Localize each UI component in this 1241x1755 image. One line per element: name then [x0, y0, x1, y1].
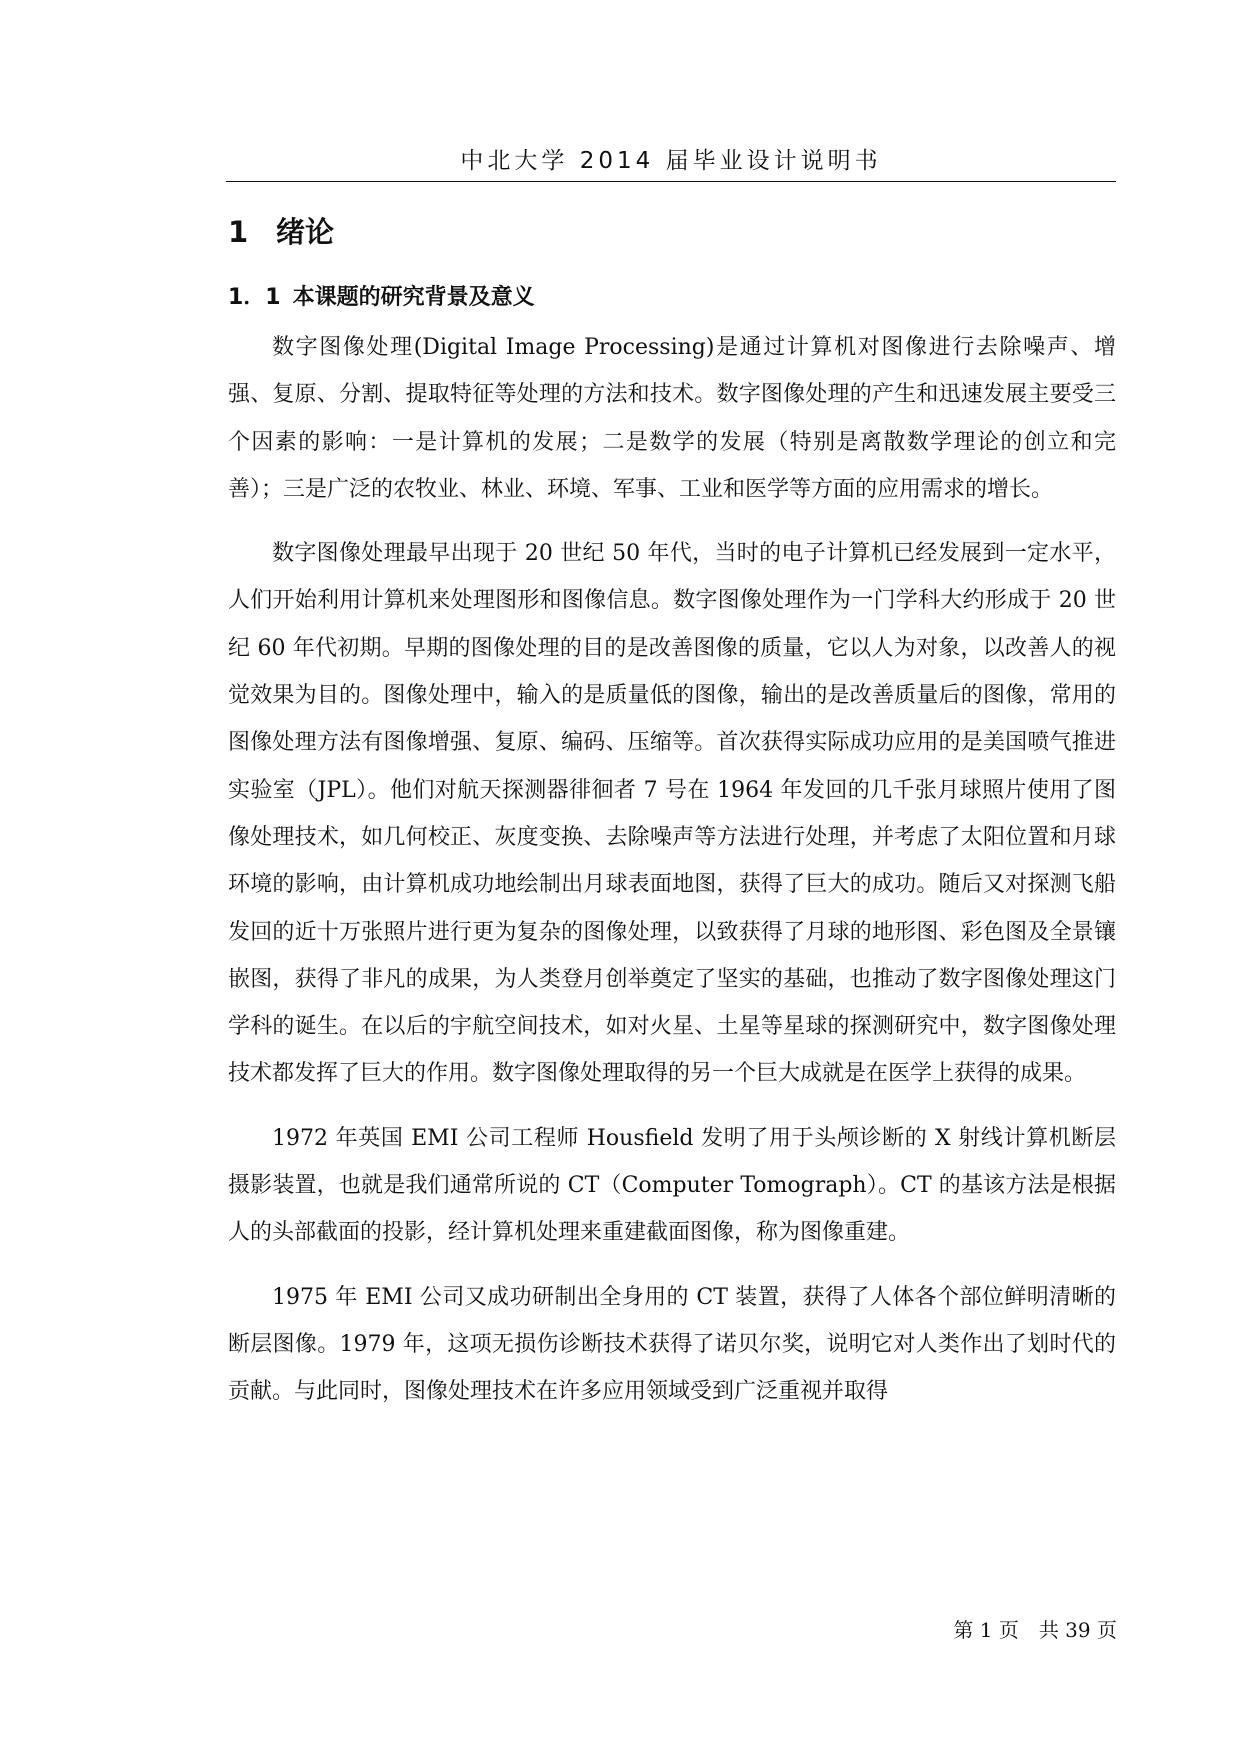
section-heading: [228, 282, 535, 314]
paragraph-4: 1975 年 EMI 公司又成功研制出全身用的 CT 装置，获得了人体各个部位鲜明清晰的断层图像。1979 年，这项无损伤诊断技术获得了诺贝尔奖，说明它对人类作出了划时代的贡献。与此同时，图像处理技术在许多应用领域受到广泛重视并取得: [228, 1284, 1116, 1405]
chapter-heading: [228, 212, 334, 252]
page-header-title: 中北大学 2014 届毕业设计说明书: [460, 148, 882, 174]
body-text: [228, 324, 1116, 1433]
chapter-number: 1: [228, 215, 249, 249]
paragraph-2: 数字图像处理最早出现于 20 世纪 50 年代，当时的电子计算机已经发展到一定水平，人们开始利用计算机来处理图形和图像信息。数字图像处理作为一门学科大约形成于 20 世纪 60 年代初期。早期的图像处理的目的是改善图像的质量，它以人为对象，以改善人的视觉效果为目的。图像处理中，输入的是质量低的图像，输出的是改善质量后的图像，常用的图像处理方法有图像增强、复原、编码、压缩等。首次获得实际成功应用的是美国喷气推进实验室（JPL）。他们对航天探测器徘徊者 7 号在 1964 年发回的几千张月球照片使用了图像处理技术，如几何校正、灰度变换、去除噪声等方法进行处理，并考虑了太阳位置和月球环境的影响，由计算机成功地绘制出月球表面地图，获得了巨大的成功。随后又对探测飞船发回的近十万张照片进行更为复杂的图像处理，以致获得了月球的地形图、彩色图及全景镶嵌图，获得了非凡的成果，为人类登月创举奠定了坚实的基础，也推动了数字图像处理这门学科的诞生。在以后的宇航空间技术，如对火星、土星等星球的探测研究中，数字图像处理技术都发挥了巨大的作用。数字图像处理取得的另一个巨大成就是在医学上获得的成果。: [228, 541, 1116, 1087]
paragraph-3: 1972 年英国 EMI 公司工程师 Housfield 发明了用于头颅诊断的 X 射线计算机断层摄影装置，也就是我们通常所说的 CT（Computer Tomograph）。CT 的基该方法是根据人的头部截面的投影，经计算机处理来重建截面图像，称为图像重建。: [228, 1125, 1116, 1246]
header-divider: [226, 181, 1116, 182]
section-title: 本课题的研究背景及意义: [292, 285, 535, 310]
section-number: 1．1: [228, 285, 281, 310]
page-number-footer: 第 1 页 共 39 页: [953, 1618, 1117, 1642]
paragraph-1: 数字图像处理(Digital Image Processing)是通过计算机对图像进行去除噪声、增强、复原、分割、提取特征等处理的方法和技术。数字图像处理的产生和迅速发展主要受三个因素的影响：一是计算机的发展；二是数学的发展（特别是离散数学理论的创立和完善）；三是广泛的农牧业、林业、环境、军事、工业和医学等方面的应用需求的增长。: [228, 335, 1116, 502]
chapter-title: 绪论: [276, 215, 335, 249]
